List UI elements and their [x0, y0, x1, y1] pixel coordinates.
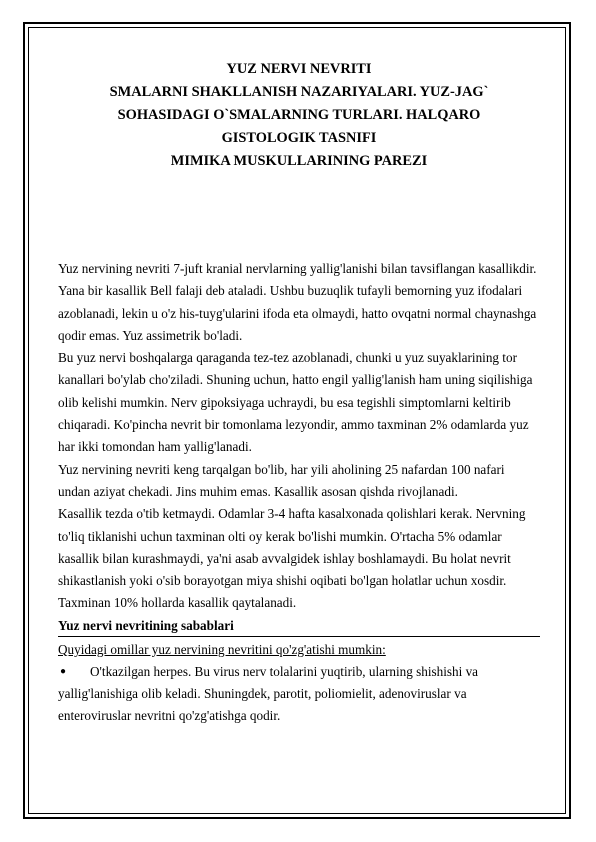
title-spacer — [58, 173, 540, 258]
body-text — [58, 258, 540, 615]
document-title — [58, 58, 540, 173]
paragraph-3: Yuz nervining nevriti keng tarqalgan bo'lib, har yili aholining 25 nafardan 100 nafari undan aziyat chekadi. Jins muhim emas. Kasallik asosan qishda rivojlanadi. — [58, 461, 505, 499]
section-lead: Quyidagi omillar yuz nervining nevritini qo'zg'atishi mumkin: — [58, 641, 386, 657]
title-line-4: GISTOLOGIK TASNIFI — [221, 130, 377, 146]
list-item-text: O'tkazilgan herpes. Bu virus nerv tolalarini yuqtirib, ularning shishishi va yallig'lanishiga olib keladi. Shuningdek, parotit, poliomielit, adenoviruslar va enteroviruslar nevritni qo'zg'atishga qodir. — [58, 663, 479, 724]
title-line-5: MIMIKA MUSKULLARINING PAREZI — [170, 153, 428, 169]
paragraph-1: Yuz nervining nevriti 7-juft kranial nervlarning yallig'lanishi bilan tavsiflangan kasallikdir. Yana bir kasallik Bell falaji deb ataladi. Ushbu buzuqlik tufayli bemorning yuz ifodalari azoblanadi, lekin u o'z his-tuyg'ularini ifoda eta olmaydi, hatto ovqatni normal chaynashga qodir emas. Yuz assimetrik bo'ladi. — [58, 261, 537, 343]
paragraph-4: Kasallik tezda o'tib ketmaydi. Odamlar 3-4 hafta kasalxonada qolishlari kerak. Nervning to'liq tiklanishi uchun taxminan olti oy kerak bo'lishi mumkin. O'rtacha 5% odamlar kasallik bilan kurashmaydi, ya'ni asab avvalgidek ishlay boshlamaydi. Bu holat nevrit shikastlanish yoki o'sib borayotgan miya shishi oqibati bo'lgan holatlar uchun xosdir. Taxminan 10% hollarda kasallik qaytalanadi. — [58, 506, 526, 611]
cause-list — [58, 661, 540, 728]
title-line-1: YUZ NERVI NEVRITI — [226, 61, 372, 77]
paragraph-2: Bu yuz nervi boshqalarga qaraganda tez-tez azoblanadi, chunki u yuz suyaklarining tor kanallari bo'ylab cho'ziladi. Shuning uchun, hatto engil yallig'lanish ham uning siqilishiga olib kelishi mumkin. Nerv gipoksiyaga uchraydi, bu esa tegishli simptomlarni keltirib chiqaradi. Ko'pincha nevrit bir tomonlama lezyondir, ammo taxminan 2% odamlarda yuz har ikki tomondan ham yallig'lanadi. — [58, 350, 533, 455]
list-item — [58, 661, 540, 728]
section-heading: Yuz nervi nevritining sabablari — [58, 615, 540, 637]
document-page — [58, 58, 540, 728]
title-line-2: SMALARNI SHAKLLANISH NAZARIYALARI. YUZ-JAG` — [109, 84, 489, 100]
title-line-3: SOHASIDAGI O`SMALARNING TURLARI. HALQARO — [117, 107, 481, 123]
bullet-dot-icon: ● — [60, 665, 67, 677]
